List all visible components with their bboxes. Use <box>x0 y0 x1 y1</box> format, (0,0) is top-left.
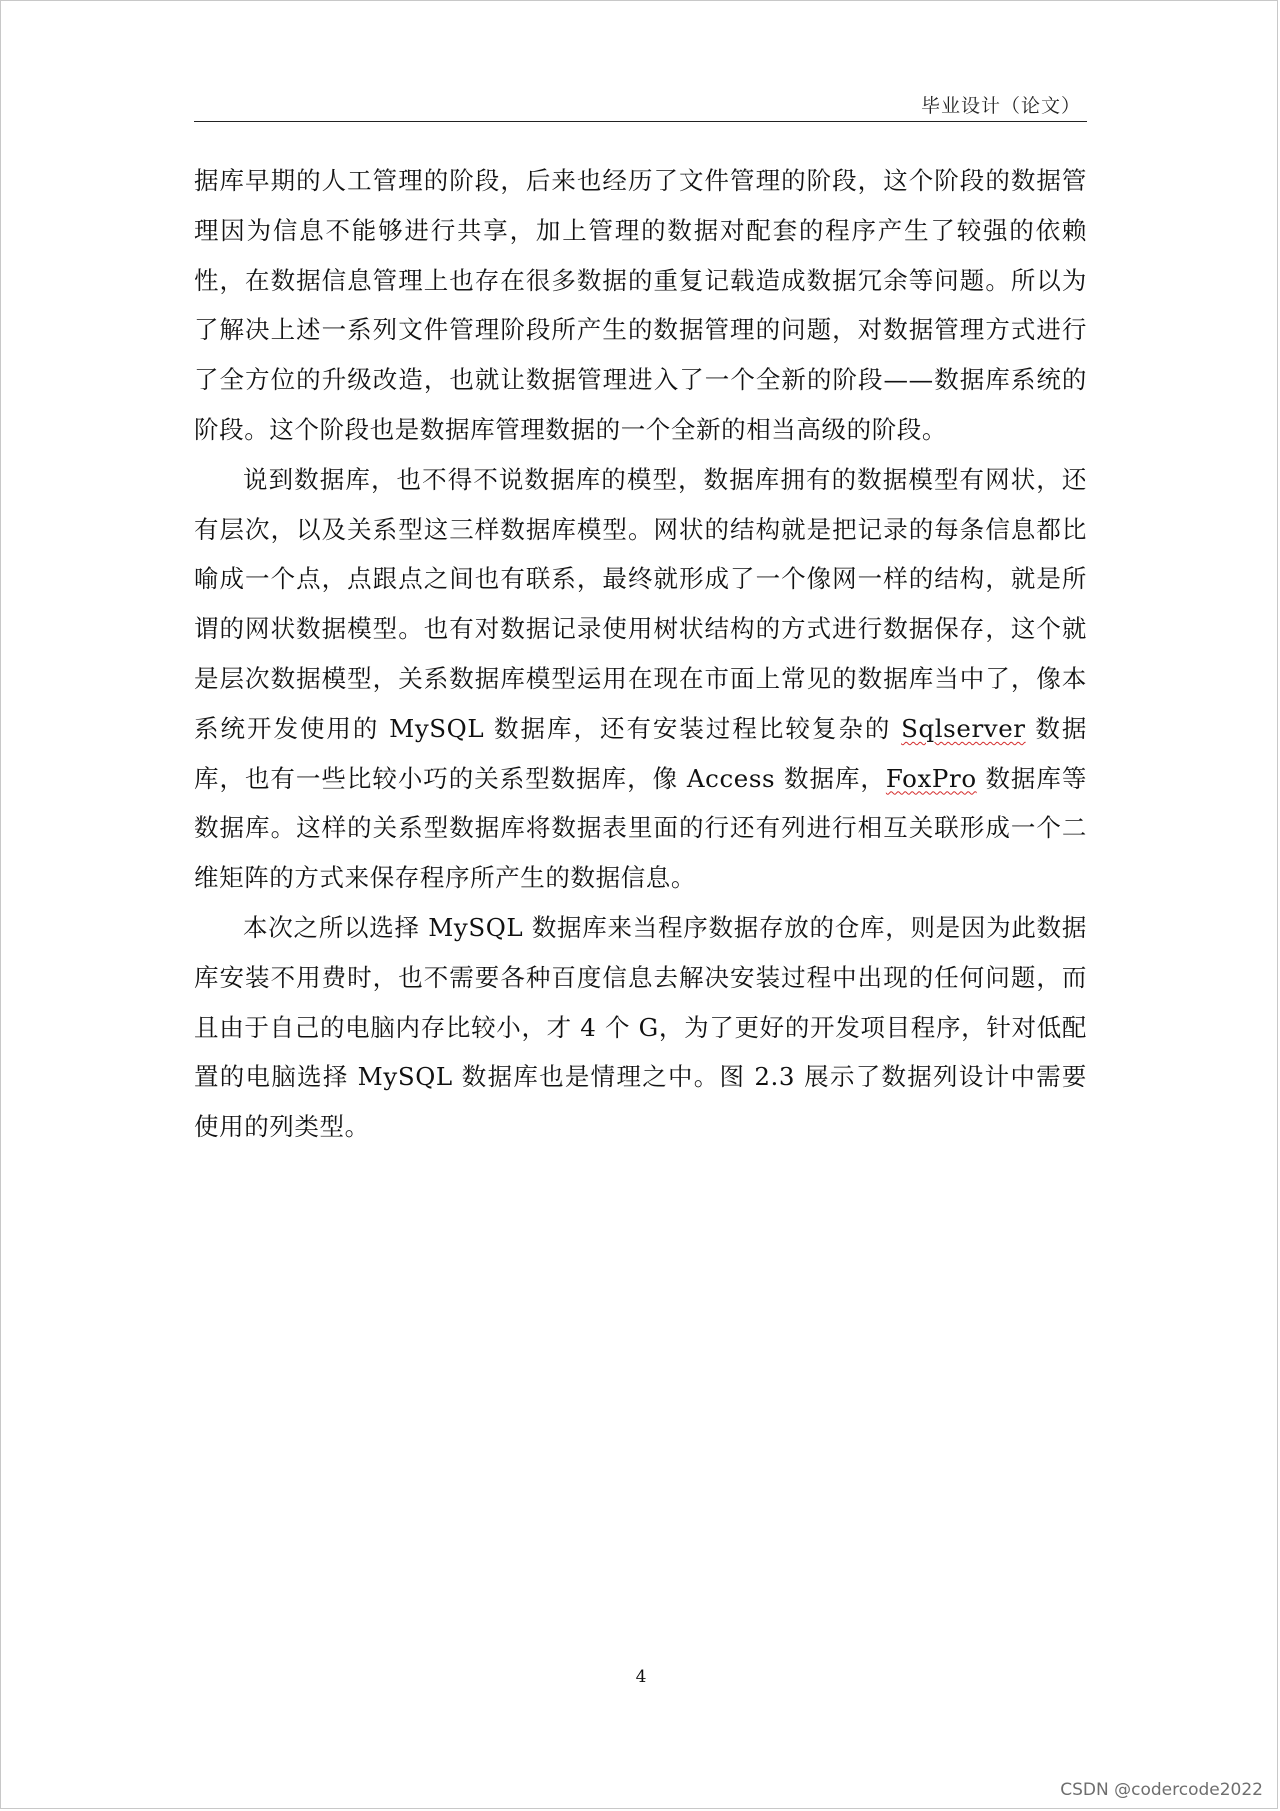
watermark: CSDN @codercode2022 <box>1060 1780 1263 1800</box>
spellcheck-underlined-text: FoxPro <box>885 763 977 793</box>
paragraph-text: 据库早期的人工管理的阶段，后来也经历了文件管理的阶段，这个阶段的数据管理因为信息不能够进行共享，加上管理的数据对配套的程序产生了较强的依赖性，在数据信息管理上也存在很多数据的重复记载造成数据冗余等问题。所以为了解决上述一系列文件管理阶段所产生的数据管理的问题，对数据管理方式进行了全方位的升级改造，也就让数据管理进入了一个全新的阶段——数据库系统的阶段。这个阶段也是数据库管理数据的一个全新的相当高级的阶段。 <box>194 166 1087 444</box>
paragraph <box>194 455 1087 903</box>
paragraph-text: 数据库等数据库。这样的关系型数据库将数据表里面的行还有列进行相互关联形成一个二维矩阵的方式来保存程序所产生的数据信息。 <box>194 763 1087 893</box>
spellcheck-underlined-text: Sqlserver <box>901 713 1026 743</box>
body-text <box>194 156 1087 1152</box>
paragraph-text: 数据库，也有一些比较小巧的关系型数据库，像 Access 数据库， <box>194 713 1087 793</box>
page-header <box>194 89 1087 122</box>
header-title: 毕业设计（论文） <box>920 95 1081 117</box>
paragraph-text: 说到数据库，也不得不说数据库的模型，数据库拥有的数据模型有网状，还有层次，以及关系型这三样数据库模型。网状的结构就是把记录的每条信息都比喻成一个点，点跟点之间也有联系，最终就形成了一个像网一样的结构，就是所谓的网状数据模型。也有对数据记录使用树状结构的方式进行数据保存，这个就是层次数据模型，关系数据库模型运用在现在市面上常见的数据库当中了，像本系统开发使用的 MySQL 数据库，还有安装过程比较复杂的 <box>194 464 1087 743</box>
paragraph <box>194 903 1087 1152</box>
paragraph-text: 本次之所以选择 MySQL 数据库来当程序数据存放的仓库，则是因为此数据库安装不用费时，也不需要各种百度信息去解决安装过程中出现的任何问题，而且由于自己的电脑内存比较小，才 4 个 G，为了更好的开发项目程序，针对低配置的电脑选择 MySQL 数据库也是情理之中。图 2.3 展示了数据列设计中需要使用的列类型。 <box>194 912 1087 1142</box>
paragraph <box>194 156 1087 455</box>
page-number: 4 <box>635 1667 647 1687</box>
